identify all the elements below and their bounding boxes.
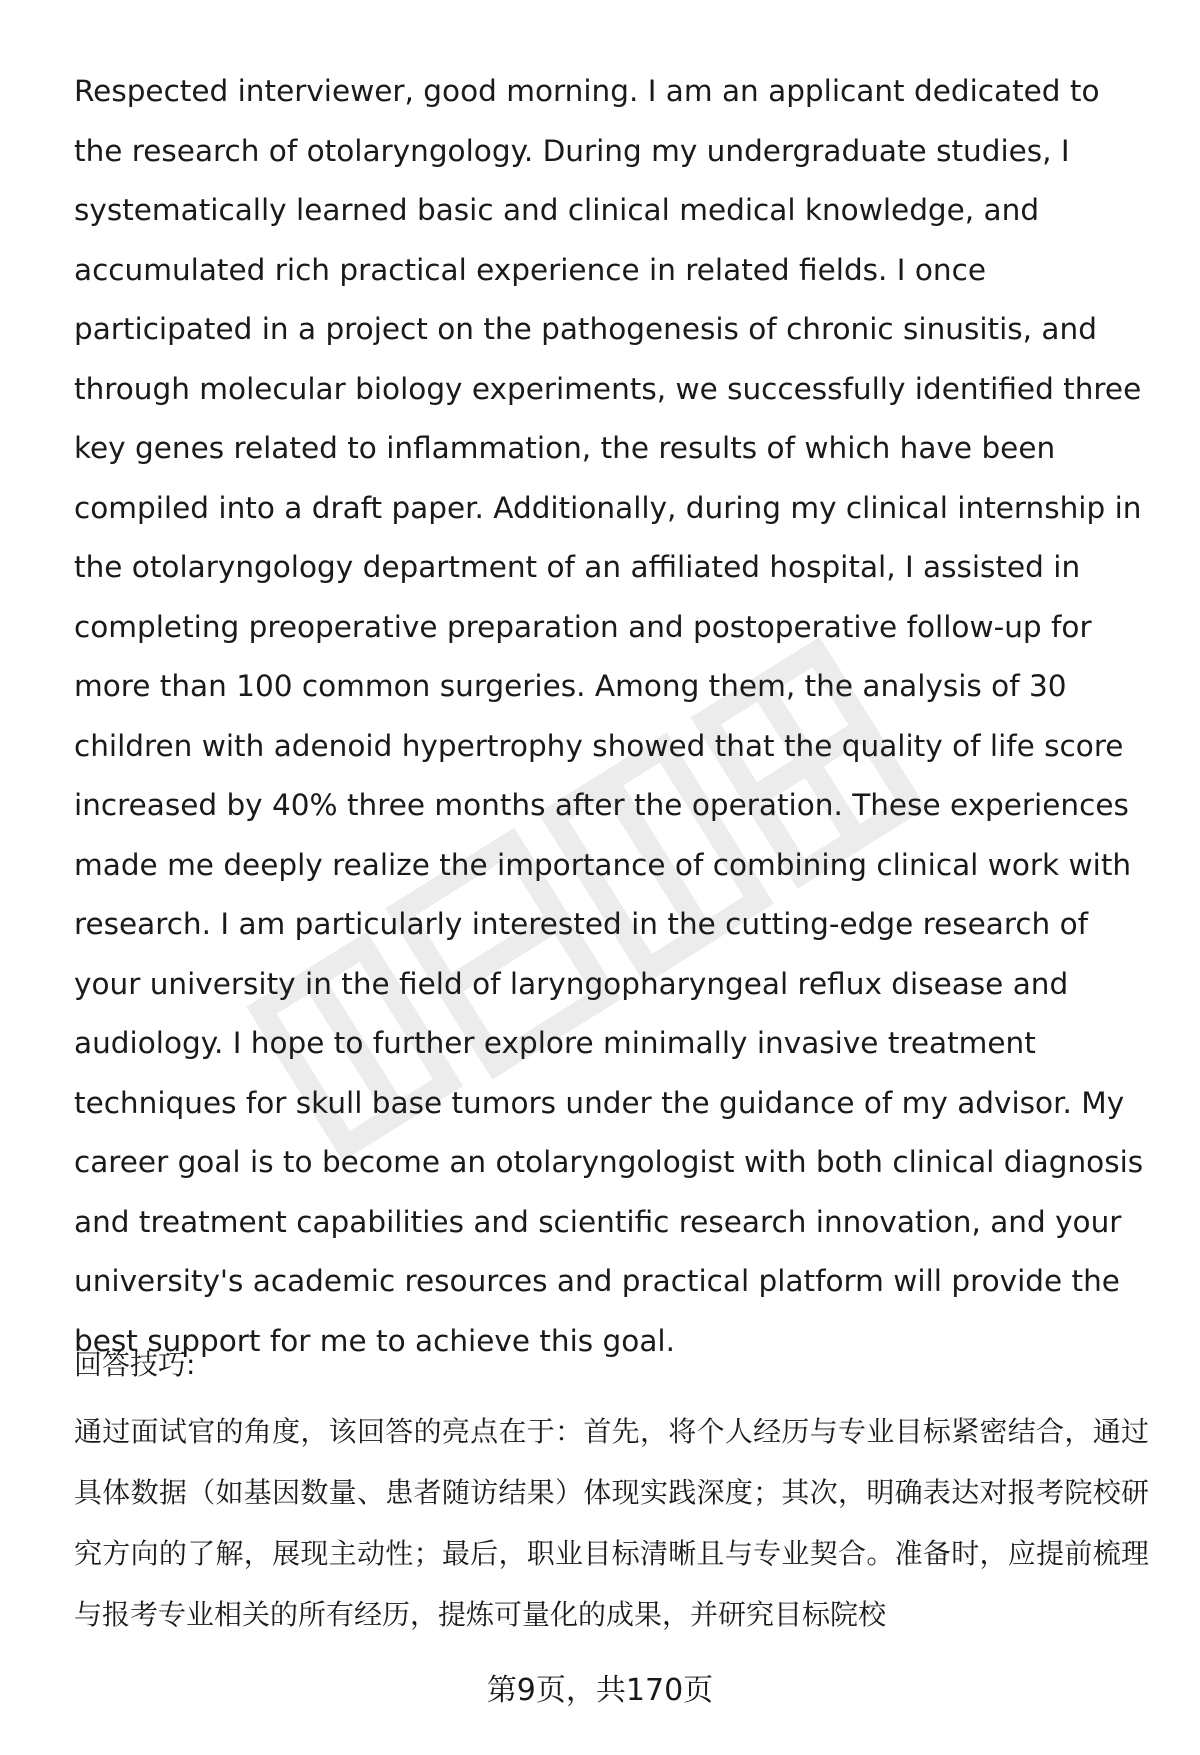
page-number-footer: 第9页，共170页	[486, 1673, 714, 1708]
tips-heading: 回答技巧:	[74, 1348, 196, 1381]
answer-paragraph: Respected interviewer, good morning. I am an applicant dedicated to the research of otolaryngology. During my undergraduate studies, I systematically learned basic and clinical medical knowledge, and accumulated rich practical experience in related fields. I once participated in a project on the pathogenesis of chronic sinusitis, and through molecular biology experiments, we successfully identified three key genes related to inflammation, the results of which have been compiled into a draft paper. Additionally, during my clinical internship in the otolaryngology department of an affiliated hospital, I assisted in completing preoperative preparation and postoperative follow-up for more than 100 common surgeries. Among them, the analysis of 30 children with adenoid hypertrophy showed that the quality of life score increased by 40% three months after the operation. These experiences made me deeply realize the importance of combining clinical work with research. I am particularly interested in the cutting-edge research of your university in the field of laryngopharyngeal reflux disease and audiology. I hope to further explore minimally invasive treatment techniques for skull base tumors under the guidance of my advisor. My career goal is to become an otolaryngologist with both clinical diagnosis and treatment capabilities and scientific research innovation, and your university's academic resources and practical platform will provide the best support for me to achieve this goal.	[74, 74, 1144, 1358]
tips-paragraph: 通过面试官的角度，该回答的亮点在于：首先，将个人经历与专业目标紧密结合，通过具体数据（如基因数量、患者随访结果）体现实践深度；其次，明确表达对报考院校研究方向的了解，展现主动性；最后，职业目标清晰且与专业契合。准备时，应提前梳理与报考专业相关的所有经历，提炼可量化的成果，并研究目标院校	[74, 1415, 1149, 1631]
